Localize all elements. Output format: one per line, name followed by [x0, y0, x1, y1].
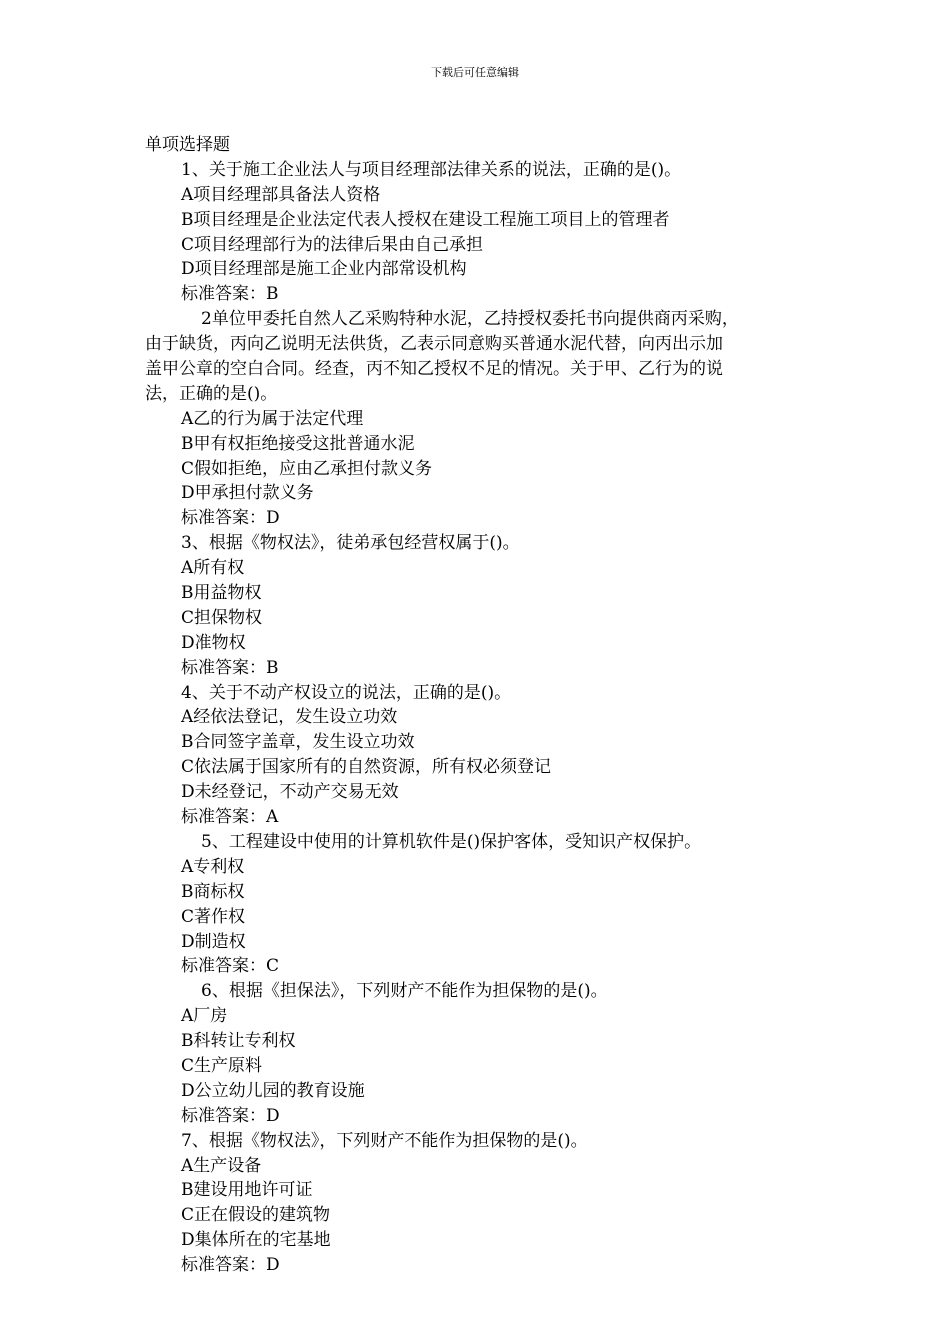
question-4-option-b: B合同签字盖章，发生设立功效 — [181, 732, 415, 753]
question-7-option-c: C正在假设的建筑物 — [181, 1205, 331, 1226]
question-6-answer: 标准答案：D — [181, 1105, 280, 1126]
question-3-option-b: B用益物权 — [181, 583, 262, 604]
question-7-option-a: A生产设备 — [181, 1155, 262, 1176]
question-4-option-d: D未经登记，不动产交易无效 — [181, 782, 399, 803]
question-2-stem-line-2: 由于缺货，丙向乙说明无法供货，乙表示同意购买普通水泥代替，向丙出示加 — [145, 334, 723, 355]
question-1-option-b: B项目经理是企业法定代表人授权在建设工程施工项目上的管理者 — [181, 209, 670, 230]
question-1-option-d: D项目经理部是施工企业内部常设机构 — [181, 259, 467, 280]
question-3-option-a: A所有权 — [181, 558, 245, 579]
question-6-option-d: D公立幼儿园的教育设施 — [181, 1080, 365, 1101]
question-6-option-a: A厂房 — [181, 1006, 228, 1027]
question-5-option-d: D制造权 — [181, 931, 246, 952]
question-7-option-b: B建设用地许可证 — [181, 1180, 313, 1201]
question-4-option-a: A经依法登记，发生设立功效 — [181, 707, 398, 728]
question-2-stem-line-4: 法，正确的是()。 — [145, 383, 278, 404]
question-3-answer: 标准答案：B — [181, 657, 279, 678]
document-body — [145, 133, 815, 1278]
question-3-option-d: D准物权 — [181, 632, 246, 653]
question-3-stem: 3、根据《物权法》，徒弟承包经营权属于()。 — [181, 533, 520, 554]
page-header: 下载后可任意编辑 — [431, 66, 519, 79]
question-3-option-c: C担保物权 — [181, 607, 263, 628]
question-2-option-a: A乙的行为属于法定代理 — [181, 408, 364, 429]
question-2-option-c: C假如拒绝，应由乙承担付款义务 — [181, 458, 433, 479]
question-2-stem-line-3: 盖甲公章的空白合同。经查，丙不知乙授权不足的情况。关于甲、乙行为的说 — [145, 359, 723, 380]
question-1-option-c: C项目经理部行为的法律后果由自己承担 — [181, 234, 484, 255]
question-2-option-b: B甲有权拒绝接受这批普通水泥 — [181, 433, 415, 454]
question-7-stem: 7、根据《物权法》，下列财产不能作为担保物的是()。 — [181, 1130, 588, 1151]
question-5-stem: 5、工程建设中使用的计算机软件是()保护客体，受知识产权保护。 — [201, 831, 702, 852]
question-5-option-b: B商标权 — [181, 881, 245, 902]
question-1-answer: 标准答案：B — [181, 284, 279, 305]
question-4-stem: 4、关于不动产权设立的说法，正确的是()。 — [181, 682, 512, 703]
question-1-option-a: A项目经理部具备法人资格 — [181, 184, 381, 205]
question-6-option-b: B科转让专利权 — [181, 1031, 296, 1052]
question-4-answer: 标准答案：A — [181, 807, 279, 828]
question-7-answer: 标准答案：D — [181, 1255, 280, 1276]
question-5-option-c: C著作权 — [181, 906, 246, 927]
question-4-option-c: C依法属于国家所有的自然资源，所有权必须登记 — [181, 757, 552, 778]
question-2-answer: 标准答案：D — [181, 508, 280, 529]
question-2-option-d: D甲承担付款义务 — [181, 483, 314, 504]
question-7-option-d: D集体所在的宅基地 — [181, 1230, 331, 1251]
question-6-stem: 6、根据《担保法》，下列财产不能作为担保物的是()。 — [201, 981, 608, 1002]
question-5-answer: 标准答案：C — [181, 956, 280, 977]
question-6-option-c: C生产原料 — [181, 1055, 263, 1076]
question-5-option-a: A专利权 — [181, 856, 245, 877]
question-1-stem: 1、关于施工企业法人与项目经理部法律关系的说法，正确的是()。 — [181, 159, 682, 180]
question-2-stem-line-1: 2单位甲委托自然人乙采购特种水泥，乙持授权委托书向提供商丙采购， — [201, 309, 739, 330]
section-title: 单项选择题 — [145, 135, 230, 155]
